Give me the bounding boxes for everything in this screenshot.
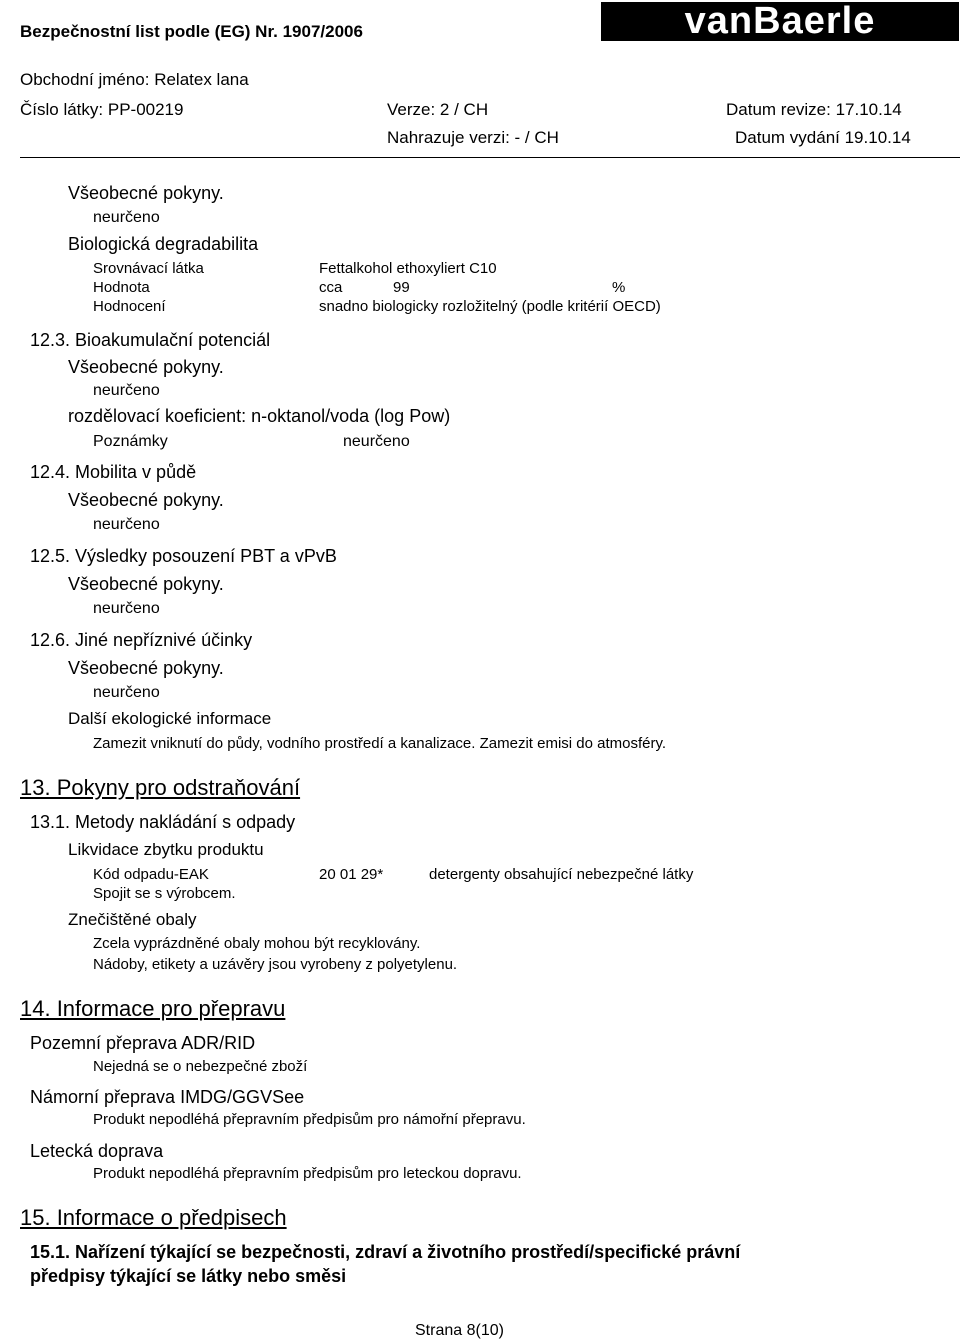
section-15-1-heading-line2: předpisy týkající se látky nebo směsi: [30, 1266, 347, 1286]
assessment-label: Hodnocení: [93, 298, 166, 315]
general-heading: Všeobecné pokyny.: [68, 357, 224, 377]
header-divider: [20, 157, 960, 158]
value-approx: cca: [319, 279, 343, 296]
general-value: neurčeno: [93, 209, 160, 226]
sea-transport-text: Produkt nepodléhá přepravním předpisům pro námořní přepravu.: [93, 1111, 526, 1128]
section-14-heading: 14. Informace pro přepravu: [20, 996, 286, 1021]
value-label: Hodnota: [93, 279, 150, 296]
waste-code: 20 01 29*: [319, 866, 384, 883]
value-number: 99: [393, 279, 410, 296]
assessment-value: snadno biologicky rozložitelný (podle kritérií OECD): [319, 298, 661, 315]
document-title: Bezpečnostní list podle (EG) Nr. 1907/2006: [20, 22, 363, 41]
section-13-heading: 13. Pokyny pro odstraňování: [20, 775, 301, 800]
section-12-5-heading: 12.5. Výsledky posouzení PBT a vPvB: [30, 546, 337, 566]
trade-name: Obchodní jméno: Relatex lana: [20, 70, 249, 89]
comparison-substance-label: Srovnávací látka: [93, 260, 204, 277]
packaging-text-2: Nádoby, etikety a uzávěry jsou vyrobeny z polyetylenu.: [93, 956, 458, 973]
sea-transport-heading: Námorní přeprava IMDG/GGVSee: [30, 1087, 305, 1107]
general-value: neurčeno: [93, 516, 160, 533]
other-ecological-heading: Další ekologické informace: [68, 709, 272, 728]
revision-date: Datum revize: 17.10.14: [726, 100, 902, 119]
contact-manufacturer: Spojit se s výrobcem.: [93, 885, 236, 902]
contaminated-packaging-heading: Znečištěné obaly: [68, 910, 197, 929]
waste-description: detergenty obsahující nebezpečné látky: [429, 866, 694, 883]
waste-code-label: Kód odpadu-EAK: [93, 866, 209, 883]
partition-coefficient-heading: rozdělovací koeficient: n-oktanol/voda (log Pow): [68, 406, 451, 426]
notes-value: neurčeno: [343, 433, 410, 450]
replaces-version: Nahrazuje verzi: - / CH: [387, 128, 559, 147]
land-transport-text: Nejedná se o nebezpečné zboží: [93, 1058, 308, 1075]
section-15-heading: 15. Informace o předpisech: [20, 1205, 287, 1230]
value-unit: %: [612, 279, 626, 296]
section-12-3-heading: 12.3. Bioakumulační potenciál: [30, 330, 271, 350]
air-transport-heading: Letecká doprava: [30, 1141, 164, 1161]
packaging-text-1: Zcela vyprázdněné obaly mohou být recyklovány.: [93, 935, 421, 952]
general-heading: Všeobecné pokyny.: [68, 183, 224, 203]
general-value: neurčeno: [93, 684, 160, 701]
page-number: Strana 8(10): [415, 1322, 504, 1339]
substance-number: Číslo látky: PP-00219: [20, 100, 184, 119]
general-value: neurčeno: [93, 600, 160, 617]
version: Verze: 2 / CH: [387, 100, 489, 119]
other-ecological-text: Zamezit vniknutí do půdy, vodního prostředí a kanalizace. Zamezit emisi do atmosféry.: [93, 735, 667, 752]
comparison-substance-value: Fettalkohol ethoxyliert C10: [319, 260, 497, 277]
general-heading: Všeobecné pokyny.: [68, 574, 224, 594]
residue-disposal-heading: Likvidace zbytku produktu: [68, 840, 264, 859]
air-transport-text: Produkt nepodléhá přepravním předpisům pro leteckou dopravu.: [93, 1165, 522, 1182]
issue-date: Datum vydání 19.10.14: [735, 128, 911, 147]
general-value: neurčeno: [93, 382, 160, 399]
company-logo: vanBaerle: [601, 2, 959, 41]
general-heading: Všeobecné pokyny.: [68, 658, 224, 678]
section-15-1-heading-line1: 15.1. Nařízení týkající se bezpečnosti, zdraví a životního prostředí/specifické právní: [30, 1242, 741, 1262]
notes-label: Poznámky: [93, 433, 168, 450]
general-heading: Všeobecné pokyny.: [68, 490, 224, 510]
land-transport-heading: Pozemní přeprava ADR/RID: [30, 1033, 256, 1053]
section-12-6-heading: 12.6. Jiné nepříznivé účinky: [30, 630, 253, 650]
section-12-4-heading: 12.4. Mobilita v půdě: [30, 462, 197, 482]
section-13-1-heading: 13.1. Metody nakládání s odpady: [30, 812, 296, 832]
biodegradability-heading: Biologická degradabilita: [68, 234, 259, 254]
